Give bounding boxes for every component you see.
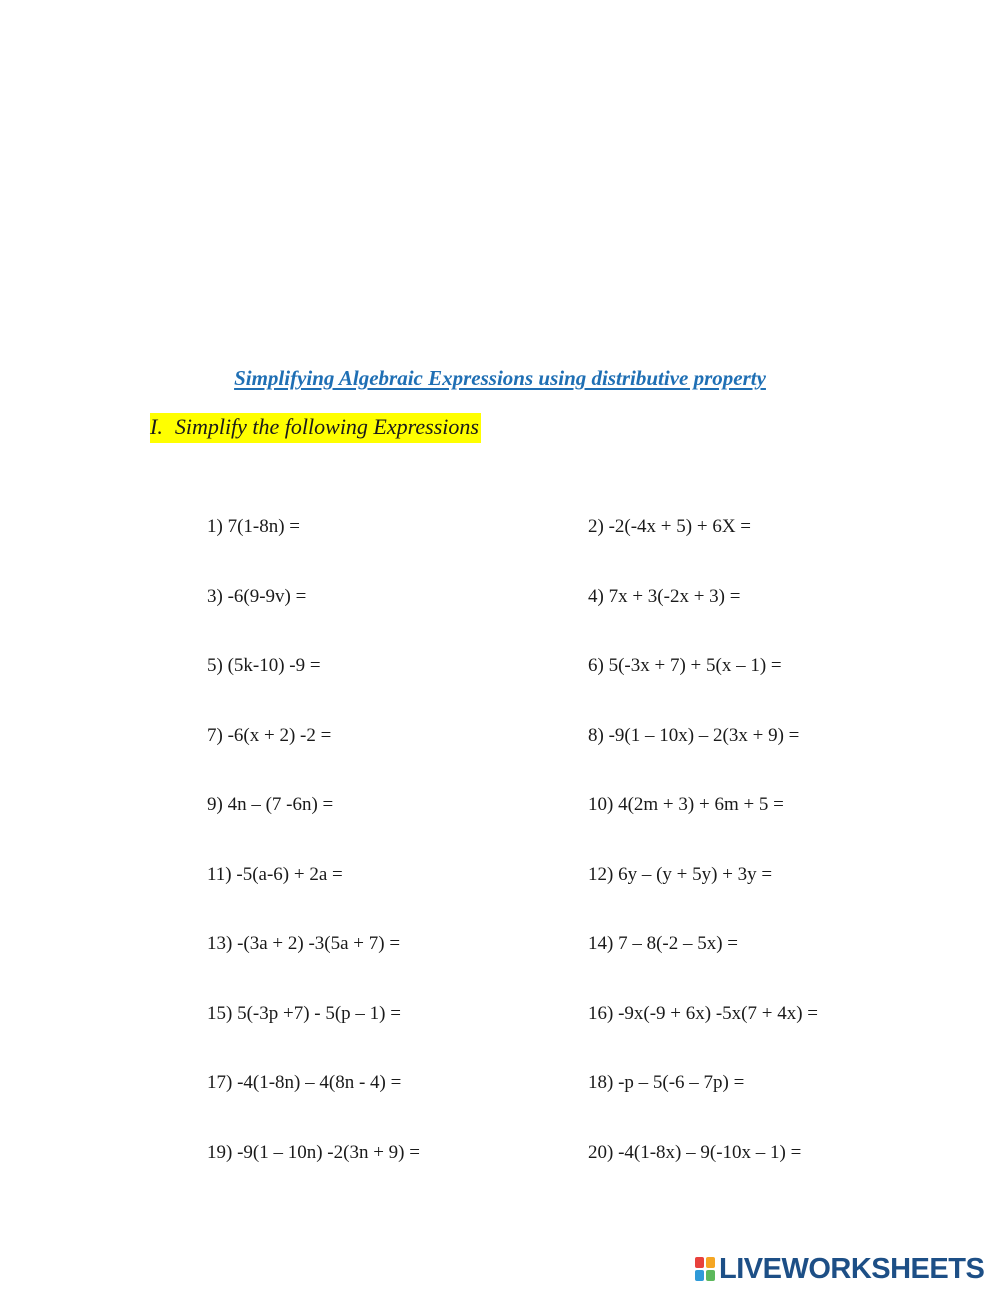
problem-16: 16) -9x(-9 + 6x) -5x(7 + 4x) = <box>588 1003 819 1024</box>
problem-6: 6) 5(-3x + 7) + 5(x – 1) = <box>588 655 782 676</box>
problem-8: 8) -9(1 – 10x) – 2(3x + 9) = <box>588 725 800 746</box>
problem-4: 4) 7x + 3(-2x + 3) = <box>588 586 741 607</box>
problem-9: 9) 4n – (7 -6n) = <box>207 794 334 815</box>
problem-19: 19) -9(1 – 10n) -2(3n + 9) = <box>207 1142 420 1163</box>
problem-12: 12) 6y – (y + 5y) + 3y = <box>588 864 773 885</box>
problem-20: 20) -4(1-8x) – 9(-10x – 1) = <box>588 1142 802 1163</box>
problem-7: 7) -6(x + 2) -2 = <box>207 725 332 746</box>
problem-3: 3) -6(9-9v) = <box>207 586 307 607</box>
problem-1: 1) 7(1-8n) = <box>207 516 301 537</box>
section-number: I. <box>150 414 163 439</box>
logo-tile-red <box>695 1257 704 1268</box>
problem-10: 10) 4(2m + 3) + 6m + 5 = <box>588 794 784 815</box>
section-instruction: Simplify the following Expressions <box>174 414 479 439</box>
problem-18: 18) -p – 5(-6 – 7p) = <box>588 1072 745 1093</box>
problem-11: 11) -5(a-6) + 2a = <box>207 864 343 885</box>
liveworksheets-logo[interactable] <box>694 1254 984 1284</box>
liveworksheets-logo-icon <box>694 1256 716 1282</box>
problem-5: 5) (5k-10) -9 = <box>207 655 321 676</box>
section-heading <box>150 413 481 443</box>
logo-tile-green <box>706 1270 715 1281</box>
problem-17: 17) -4(1-8n) – 4(8n - 4) = <box>207 1072 402 1093</box>
logo-text: LIVEWORKSHEETS <box>719 1253 985 1285</box>
logo-tile-orange <box>706 1257 715 1268</box>
logo-tile-blue <box>695 1270 704 1281</box>
problem-2: 2) -2(-4x + 5) + 6X = <box>588 516 752 537</box>
problem-15: 15) 5(-3p +7) - 5(p – 1) = <box>207 1003 401 1024</box>
problem-14: 14) 7 – 8(-2 – 5x) = <box>588 933 739 954</box>
worksheet-title: Simplifying Algebraic Expressions using distributive property <box>234 366 766 390</box>
problem-13: 13) -(3a + 2) -3(5a + 7) = <box>207 933 401 954</box>
